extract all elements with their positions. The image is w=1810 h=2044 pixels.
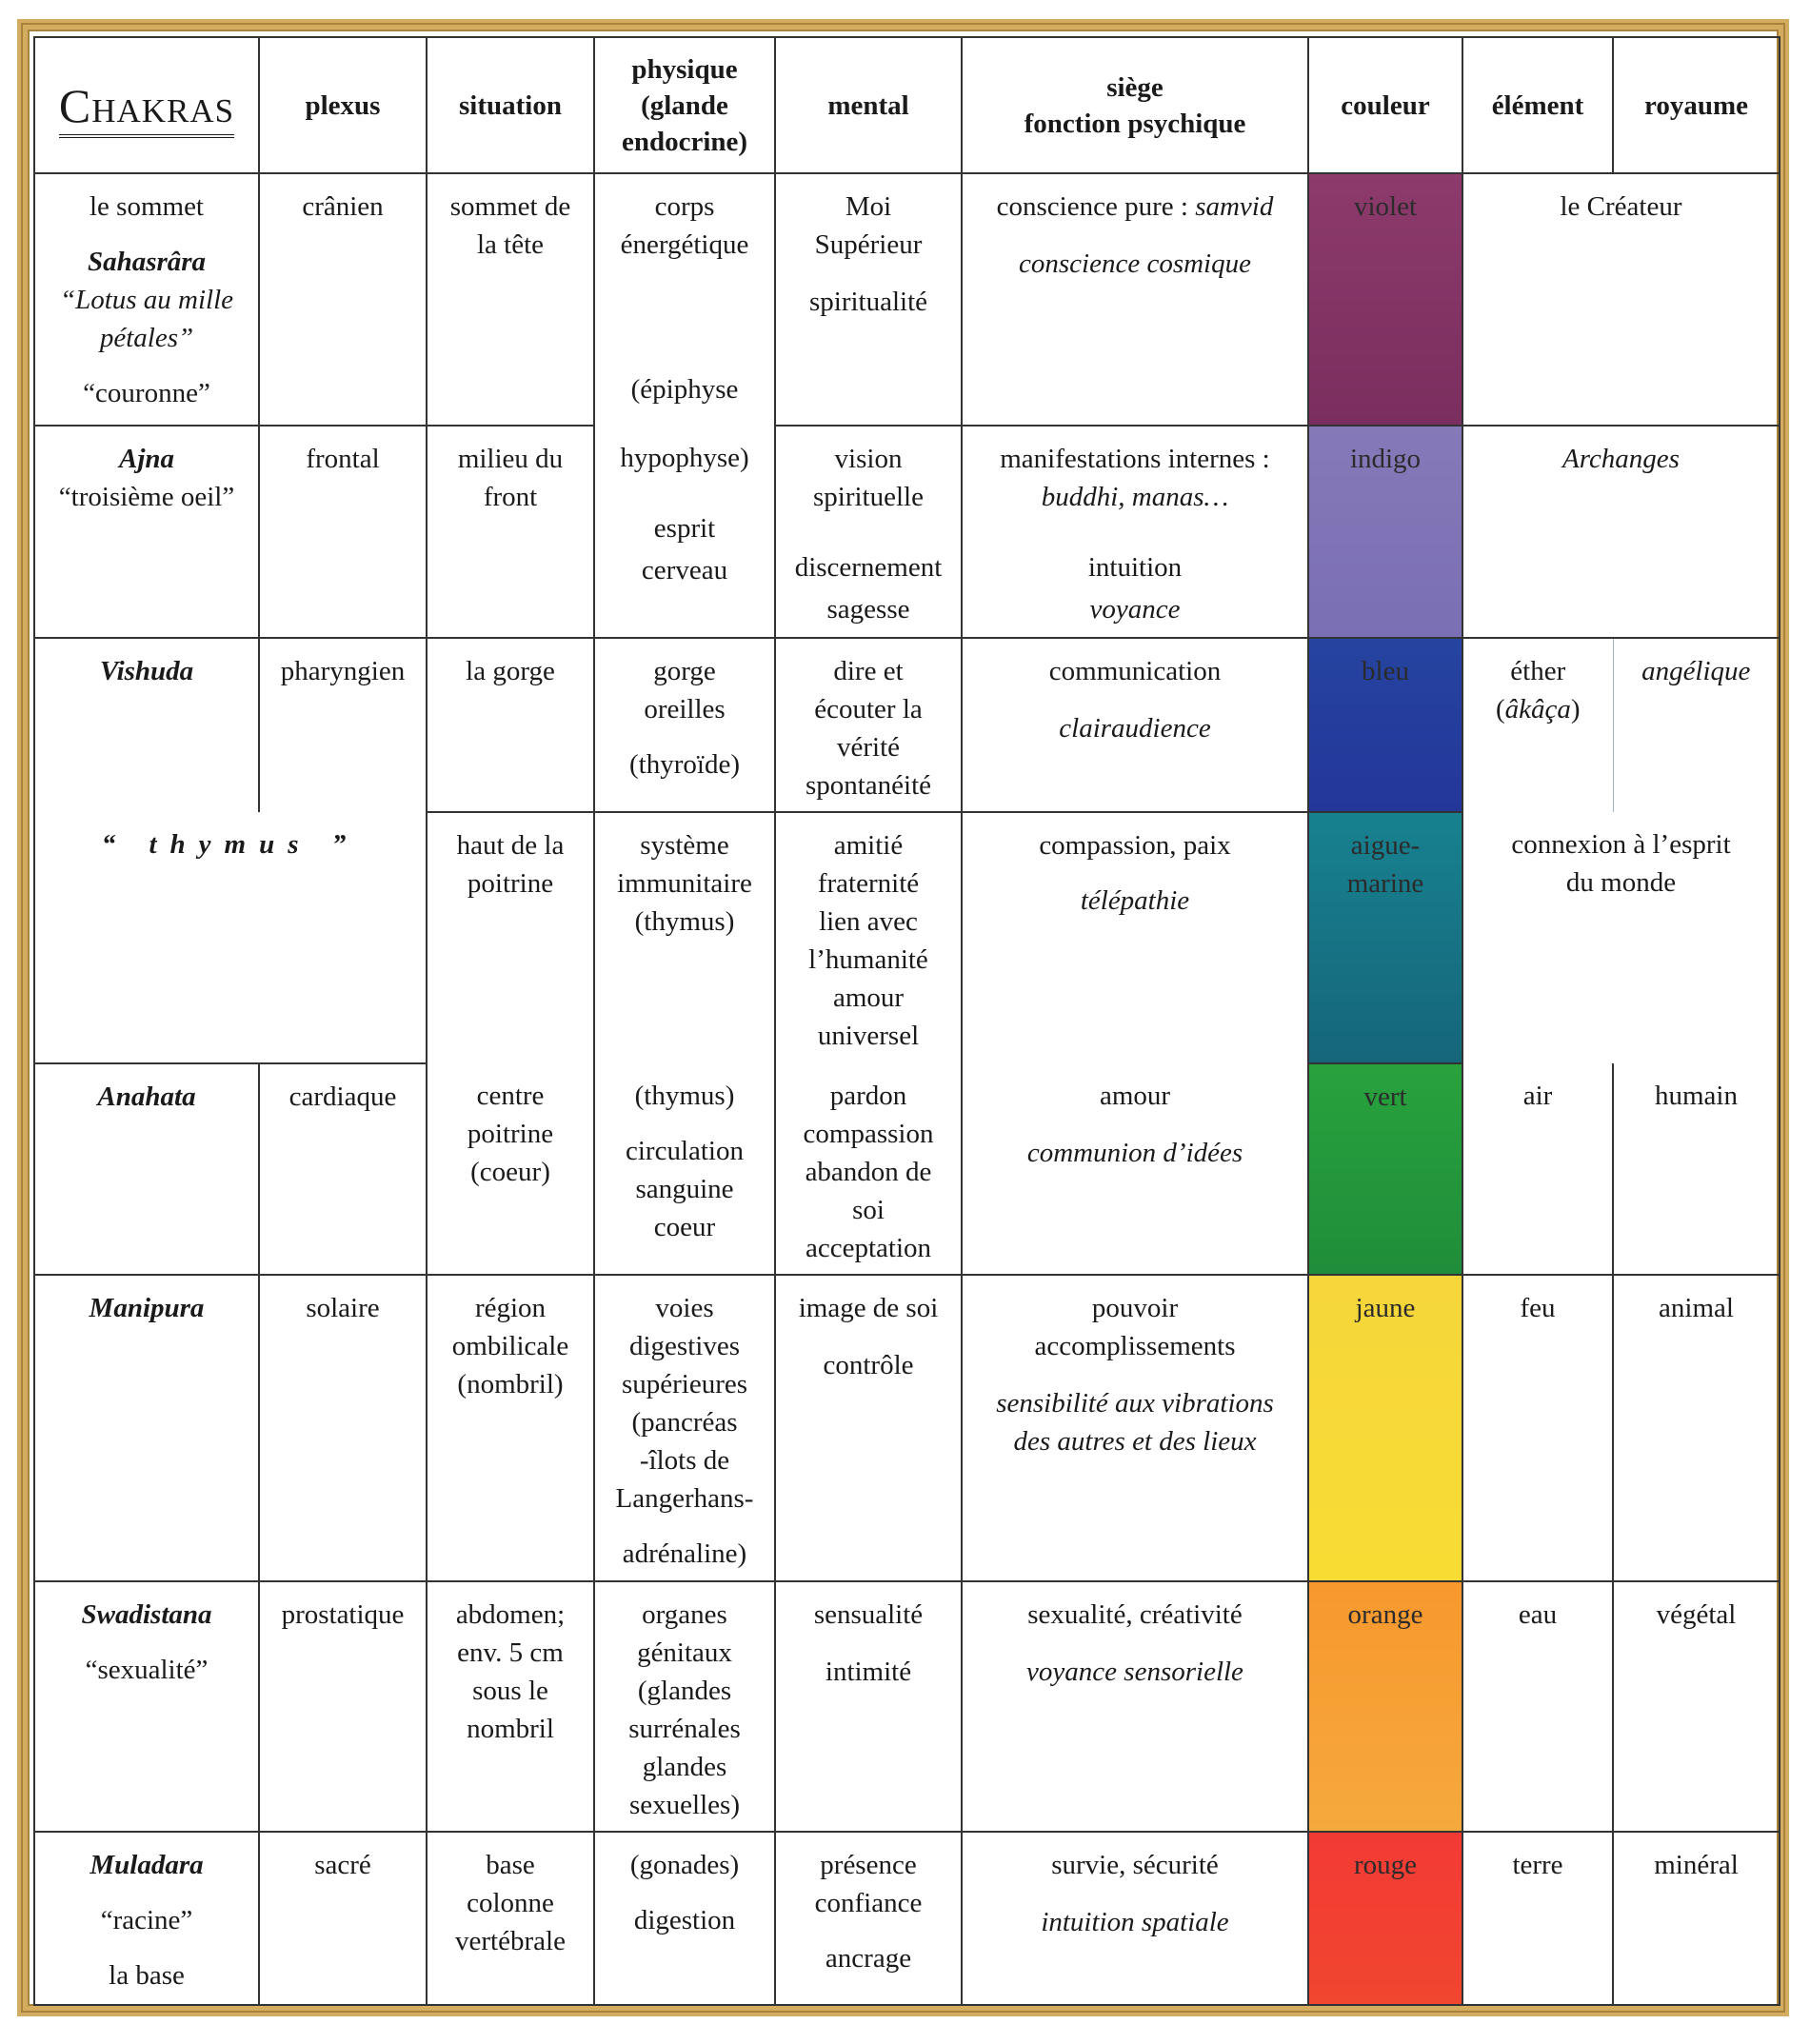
manipura-royaume: animal [1613,1275,1780,1581]
ajna-siege [962,426,1308,638]
ajna-physique-l3: cerveau [641,555,728,585]
ajna-name-cell [34,426,259,638]
vishuda-situation: la gorge [427,638,594,812]
row-sahasrara [34,173,1780,426]
manipura-situation-l1: région [474,1293,547,1323]
sahasrara-alias1: “Lotus au mille [59,285,234,315]
sahasrara-mental-l1: Moi [845,191,892,222]
vishuda-element-paren-open: ( [1495,694,1505,724]
manipura-plexus: solaire [259,1275,427,1581]
sahasrara-physique-l2: énergétique [620,229,749,260]
ajna-siege-l4: voyance [1089,594,1181,625]
muladara-mental-l1: présence [820,1850,917,1880]
vishuda-siege [962,638,1308,812]
thymus-physique [594,812,775,1063]
anahata-situation [427,1063,594,1275]
anahata-mental [775,1063,962,1275]
header-physique-l1: physique [631,53,738,85]
header-mental: mental [775,37,962,173]
anahata-physique-l1: (thymus) [634,1081,735,1111]
vishuda-physique [594,638,775,812]
muladara-mental-l3: ancrage [825,1943,912,1974]
swadistana-physique-l3: (glandes [637,1676,732,1706]
row-muladara [34,1832,1780,2005]
swadistana-physique-l5: glandes [642,1752,727,1782]
ajna-siege-l2: buddhi, manas… [1041,482,1229,512]
sahasrara-situation-l1: sommet de [449,191,571,222]
thymus-physique-l2: immunitaire [617,868,752,899]
thymus-siege-l1: compassion, paix [1039,830,1231,861]
sahasrara-alias2: pétales” [99,323,194,353]
swadistana-situation-l2: env. 5 cm [457,1637,564,1668]
vishuda-element-l1: éther [1510,656,1566,686]
ajna-siege-l3: intuition [1087,552,1183,583]
vishuda-element-akaca: âkâça [1504,694,1571,724]
swadistana-physique-l6: sexuelles) [629,1790,740,1820]
vishuda-mental-l2: écouter la [814,694,923,724]
swadistana-physique-l1: organes [642,1599,727,1630]
sahasrara-situation-l2: la tête [476,229,545,260]
thymus-couleur [1308,812,1462,1063]
thymus-royaume [1462,812,1780,1063]
muladara-name-cell [34,1832,259,2005]
sahasrara-physique [594,173,775,426]
row-anahata [34,1063,1780,1275]
thymus-mental-l1: amitié [833,830,904,861]
manipura-physique-l7: adrénaline) [622,1538,747,1569]
anahata-physique-l2: circulation [625,1136,744,1166]
anahata-mental-l4: soi [852,1195,885,1225]
anahata-physique-l4: coeur [653,1212,716,1242]
header-couleur: couleur [1308,37,1462,173]
vishuda-mental-l3: vérité [836,732,900,763]
sahasrara-mental-l2: Supérieur [814,229,923,260]
thymus-mental-l4: l’humanité [808,944,928,975]
manipura-mental-l2: contrôle [823,1350,914,1380]
manipura-physique-l4: (pancréas [631,1407,738,1438]
anahata-mental-l3: abandon de [805,1157,932,1187]
ajna-plexus: frontal [259,426,427,638]
manipura-physique-l1: voies [655,1293,714,1323]
muladara-royaume: minéral [1613,1832,1780,2005]
header-situation: situation [427,37,594,173]
muladara-physique-l2: digestion [633,1905,736,1935]
muladara-couleur: rouge [1308,1832,1462,2005]
thymus-royaume-l1: connexion à l’esprit [1511,829,1731,860]
anahata-mental-l1: pardon [829,1081,907,1111]
muladara-situation-l3: vertébrale [455,1926,566,1956]
sahasrara-mental-l3: spiritualité [808,287,928,317]
ajna-mental-l4: sagesse [826,594,910,625]
vishuda-element-l2 [1467,690,1609,728]
ajna-alias: “troisième oeil” [58,482,235,512]
anahata-situation-l1: centre [476,1081,545,1111]
sahasrara-siege-l1 [966,188,1303,226]
anahata-siege-l2: communion d’idées [1026,1138,1243,1168]
thymus-couleur-l2: marine [1346,868,1424,899]
sahasrara-physique-l1: corps [654,191,715,222]
muladara-siege-l1: survie, sécurité [1051,1850,1219,1880]
thymus-siege-l2: télépathie [1080,885,1190,916]
sahasrara-name-cell [34,173,259,426]
header-siege-l2: fonction psychique [1024,108,1246,139]
thymus-situation-l2: poitrine [467,868,554,899]
vishuda-mental [775,638,962,812]
muladara-plexus: sacré [259,1832,427,2005]
ajna-mental-l2: spirituelle [813,482,924,512]
header-physique-l2: (glande [641,89,728,121]
vishuda-couleur: bleu [1308,638,1462,812]
swadistana-plexus: prostatique [259,1581,427,1832]
row-swadistana [34,1581,1780,1832]
anahata-mental-l5: acceptation [805,1233,932,1263]
manipura-name: Manipura [89,1293,205,1323]
ajna-situation [427,426,594,638]
anahata-name: Anahata [97,1082,196,1112]
muladara-alias2: la base [109,1960,185,1991]
vishuda-physique-l3: (thyroïde) [629,749,740,780]
swadistana-alias: “sexualité” [85,1655,209,1685]
anahata-name-cell [34,1063,259,1275]
thymus-situation-l1: haut de la [456,830,565,861]
ajna-physique-l2: esprit [653,513,716,544]
manipura-siege-l2: accomplissements [1034,1331,1236,1361]
thymus-mental-l2: fraternité [817,868,920,899]
anahata-couleur: vert [1308,1063,1462,1275]
vishuda-element [1462,638,1613,812]
muladara-siege [962,1832,1308,2005]
vishuda-element-paren-close: ) [1570,694,1581,724]
header-element: élément [1462,37,1613,173]
ajna-mental-l3: discernement [794,552,943,583]
muladara-mental [775,1832,962,2005]
ajna-mental-l1: vision [834,444,903,474]
anahata-physique [594,1063,775,1275]
sahasrara-l1: le sommet [89,191,204,222]
ajna-mental [775,426,962,638]
manipura-siege-l3: sensibilité aux vibrations [996,1388,1274,1419]
header-siege-l1: siège [1106,71,1164,103]
manipura-situation-l2: ombilicale [451,1331,569,1361]
vishuda-siege-l1: communication [1048,656,1222,686]
swadistana-couleur: orange [1308,1581,1462,1832]
anahata-mental-l2: compassion [803,1119,934,1149]
swadistana-physique [594,1581,775,1832]
muladara-situation [427,1832,594,2005]
sahasrara-mental [775,173,962,426]
ajna-name: Ajna [118,444,175,474]
sahasrara-siege-l1b: samvid [1195,191,1274,222]
sahasrara-plexus: crânien [259,173,427,426]
row-thymus [34,812,1780,1063]
vishuda-mental-l4: spontanéité [805,770,932,801]
vishuda-siege-l2: clairaudience [1059,713,1211,744]
header-row [34,37,1780,173]
muladara-mental-l2: confiance [814,1888,923,1918]
manipura-mental [775,1275,962,1581]
row-manipura [34,1275,1780,1581]
manipura-situation [427,1275,594,1581]
sahasrara-name: Sahasrâra [87,247,207,277]
thymus-mental [775,812,962,1063]
muladara-physique-l1: (gonades) [629,1850,740,1880]
muladara-physique [594,1832,775,2005]
anahata-siege [962,1063,1308,1275]
ajna-siege-l1: manifestations internes : [1000,444,1270,474]
muladara-situation-l2: colonne [467,1888,554,1918]
vishuda-name-cell [34,638,259,812]
thymus-name: “ thymus ” [101,829,360,860]
muladara-element: terre [1462,1832,1613,2005]
ajna-situation-l1: milieu du [457,444,564,474]
thymus-situation [427,812,594,1063]
swadistana-physique-l2: génitaux [637,1637,732,1668]
header-physique [594,37,775,173]
swadistana-name: Swadistana [81,1599,212,1630]
sahasrara-alias3: “couronne” [83,378,210,408]
vishuda-royaume: angélique [1613,638,1780,812]
chakras-table [33,36,1780,2006]
swadistana-siege-l1: sexualité, créativité [1027,1599,1243,1630]
manipura-situation-l3: (nombril) [457,1369,564,1399]
anahata-siege-l1: amour [1099,1081,1171,1111]
thymus-mental-l6: universel [817,1021,920,1051]
ajna-physique-l1: hypophyse) [620,443,749,473]
swadistana-mental [775,1581,962,1832]
manipura-physique-l3: supérieures [621,1369,748,1399]
thymus-siege [962,812,1308,1063]
sahasrara-siege [962,173,1308,426]
muladara-name: Muladara [90,1850,204,1880]
header-plexus: plexus [259,37,427,173]
swadistana-situation-l1: abdomen; [455,1599,566,1630]
thymus-mental-l5: amour [832,982,905,1013]
vishuda-physique-l2: oreilles [644,694,726,724]
anahata-plexus: cardiaque [259,1063,427,1275]
swadistana-element: eau [1462,1581,1613,1832]
swadistana-mental-l1: sensualité [813,1599,924,1630]
muladara-alias1: “racine” [100,1905,193,1935]
ajna-couleur: indigo [1308,426,1462,638]
manipura-siege-l1: pouvoir [1091,1293,1179,1323]
thymus-couleur-l1: aigue- [1350,830,1421,861]
thymus-physique-l3: (thymus) [634,906,735,937]
manipura-physique-l5: -îlots de [639,1445,730,1476]
swadistana-physique-l4: surrénales [628,1714,741,1744]
anahata-situation-l3: (coeur) [470,1157,550,1187]
thymus-mental-l3: lien avec [819,906,918,937]
ajna-royaume: Archanges [1462,426,1780,638]
vishuda-mental-l1: dire et [833,656,904,686]
swadistana-siege [962,1581,1308,1832]
manipura-couleur: jaune [1308,1275,1462,1581]
vishuda-plexus: pharyngien [259,638,427,812]
manipura-name-cell [34,1275,259,1581]
sahasrara-siege-l2: conscience cosmique [1019,248,1251,279]
swadistana-name-cell [34,1581,259,1832]
anahata-situation-l2: poitrine [467,1119,554,1149]
muladara-siege-l2: intuition spatiale [1041,1907,1229,1937]
vishuda-physique-l1: gorge [653,656,716,686]
ajna-situation-l2: front [483,482,538,512]
manipura-element: feu [1462,1275,1613,1581]
anahata-royaume: humain [1613,1063,1780,1275]
thymus-royaume-l2: du monde [1565,867,1677,898]
header-physique-l3: endocrine) [621,126,748,157]
sahasrara-situation [427,173,594,426]
anahata-element: air [1462,1063,1613,1275]
header-siege [962,37,1308,173]
swadistana-mental-l2: intimité [825,1657,912,1687]
header-royaume: royaume [1613,37,1780,173]
manipura-physique-l6: Langerhans- [615,1483,754,1514]
ajna-physique [594,426,775,638]
manipura-physique [594,1275,775,1581]
swadistana-situation-l4: nombril [467,1714,554,1744]
manipura-physique-l2: digestives [629,1331,740,1361]
anahata-physique-l3: sanguine [635,1174,734,1204]
row-ajna [34,426,1780,638]
vishuda-name: Vishuda [99,656,194,686]
sahasrara-royaume: le Créateur [1462,173,1780,426]
title-text: Chakras [59,79,234,138]
sahasrara-physique-l3: (épiphyse [630,374,739,405]
thymus-physique-l1: système [640,830,729,861]
manipura-siege [962,1275,1308,1581]
manipura-mental-l1: image de soi [798,1293,939,1323]
swadistana-situation-l3: sous le [472,1676,548,1706]
thymus-name-cell [34,812,427,1063]
muladara-situation-l1: base [486,1850,535,1880]
sahasrara-couleur: violet [1308,173,1462,426]
manipura-siege-l4: des autres et des lieux [1013,1426,1257,1457]
row-vishuda [34,638,1780,812]
sahasrara-siege-l1a: conscience pure : [996,191,1196,222]
swadistana-royaume: végétal [1613,1581,1780,1832]
swadistana-situation [427,1581,594,1832]
title-chakras [34,37,259,173]
swadistana-siege-l2: voyance sensorielle [1026,1657,1243,1687]
